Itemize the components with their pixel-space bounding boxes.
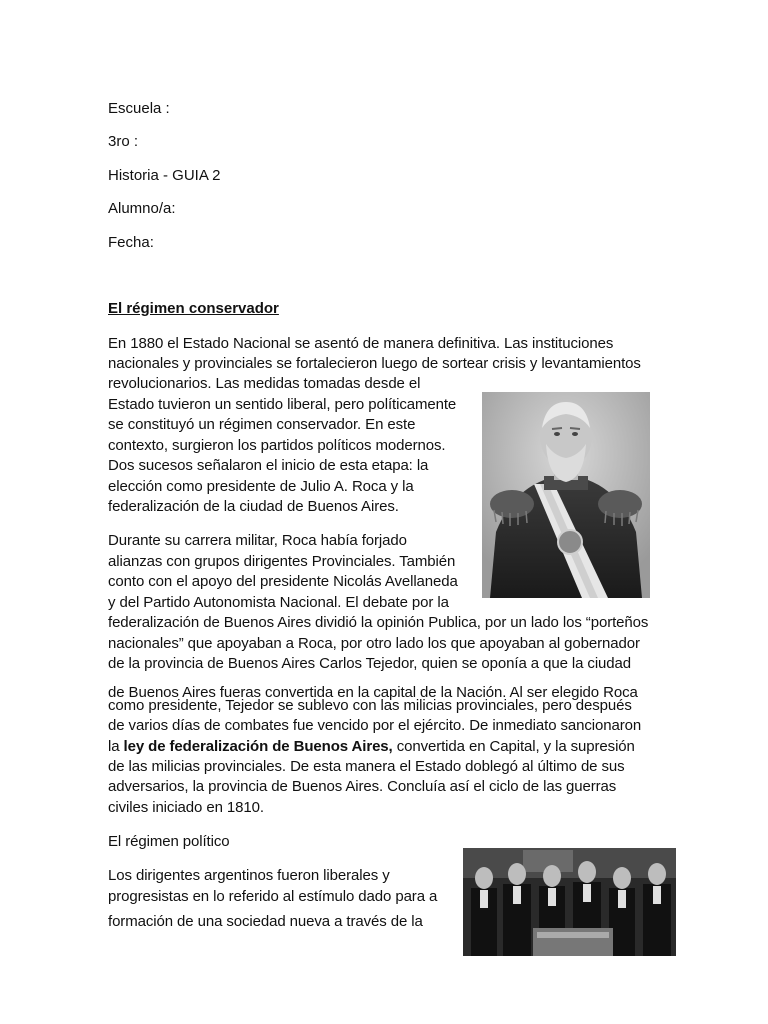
paragraph-line: de las milicias provinciales. De esta manera el Estado doblegó al último de sus <box>108 758 625 775</box>
paragraph-line: de varios días de combates fue vencido por el ejército. De inmediato sancionaron <box>108 717 642 734</box>
paragraph-line: federalización de la ciudad de Buenos Aires. <box>108 498 399 515</box>
paragraph-line: se constituyó un régimen conservador. En este <box>108 416 416 433</box>
paragraph-line: y del Partido Autonomista Nacional. El debate por la <box>108 594 449 611</box>
paragraph-line: En 1880 el Estado Nacional se asentó de manera definitiva. Las instituciones <box>108 335 614 352</box>
paragraph-line: Los dirigentes argentinos fueron liberales y <box>108 867 390 884</box>
paragraph-line: Durante su carrera militar, Roca había forjado <box>108 532 407 549</box>
portrait-photo <box>482 392 650 598</box>
paragraph-line: formación de una sociedad nueva a través de la <box>108 913 423 930</box>
paragraph-line: federalización de Buenos Aires dividió la opinión Publica, por un lado los “porteños <box>108 614 649 631</box>
paragraph-line: como presidente, Tejedor se sublevo con las milicias provinciales, pero después <box>108 697 632 714</box>
paragraph-line: revolucionarios. Las medidas tomadas desde el <box>108 375 421 392</box>
paragraph-line: Estado tuvieron un sentido liberal, pero políticamente <box>108 396 457 413</box>
paragraph-line: contexto, surgieron los partidos políticos modernos. <box>108 437 446 454</box>
student-label: Alumno/a: <box>108 200 176 217</box>
paragraph-line: adversarios, la provincia de Buenos Aires. Concluía así el ciclo de las guerras <box>108 778 617 795</box>
text-run: convertida en Capital, y la supresión <box>392 738 635 755</box>
subject-label: Historia - GUIA 2 <box>108 167 221 184</box>
school-label: Escuela : <box>108 100 170 117</box>
paragraph-line: progresistas en lo referido al estímulo dado para a <box>108 888 438 905</box>
paragraph-line: alianzas con grupos dirigentes Provinciales. También <box>108 553 456 570</box>
grade-label: 3ro : <box>108 133 139 150</box>
date-label: Fecha: <box>108 234 154 251</box>
subsection-title: El régimen político <box>108 833 230 850</box>
text-run: la <box>108 738 124 755</box>
paragraph-line: de la provincia de Buenos Aires Carlos Tejedor, quien se oponía a que la ciudad <box>108 655 632 672</box>
paragraph-line <box>108 737 635 757</box>
paragraph-line: conto con el apoyo del presidente Nicolás Avellaneda <box>108 573 458 590</box>
paragraph-line: nacionales y provinciales se fortalecieron luego de sortear crisis y levantamientos <box>108 355 641 372</box>
paragraph-line: de Buenos Aires fueras convertida en la capital de la Nación. Al ser elegido Roca <box>108 684 638 701</box>
group-photo <box>463 848 676 956</box>
paragraph-line: Dos sucesos señalaron el inicio de esta etapa: la <box>108 457 429 474</box>
paragraph-line: elección como presidente de Julio A. Roca y la <box>108 478 414 495</box>
bold-law-name: ley de federalización de Buenos Aires, <box>123 738 393 755</box>
paragraph-line: nacionales” que apoyaban a Roca, por otro lado los que apoyaban al gobernador <box>108 635 640 652</box>
paragraph-line: civiles iniciado en 1810. <box>108 799 264 816</box>
section-title: El régimen conservador <box>108 300 279 317</box>
